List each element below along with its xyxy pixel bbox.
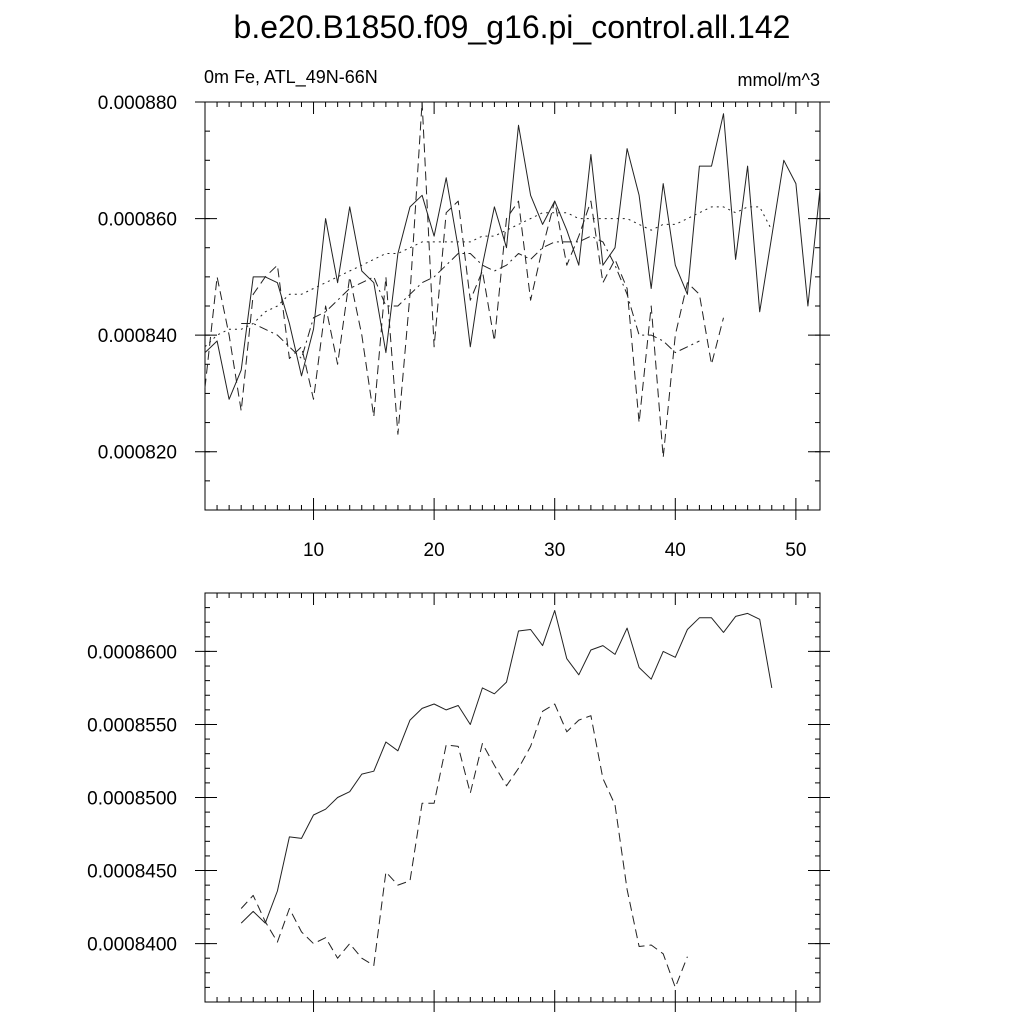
y-tick-label: 0.0008400 <box>87 934 177 956</box>
y-tick-label: 0.0008450 <box>87 861 177 883</box>
plot-panel-1 <box>98 93 830 561</box>
chart-title: b.e20.B1850.f09_g16.pi_control.all.142 <box>233 9 791 45</box>
series-line-dashed <box>205 102 724 458</box>
y-tick-label: 0.0008550 <box>87 715 177 737</box>
x-tick-label: 20 <box>423 540 445 561</box>
series-line-solid <box>241 611 772 924</box>
x-tick-label: 10 <box>302 540 325 561</box>
x-tick-label: 30 <box>544 540 566 561</box>
plot-panel-2 <box>87 593 830 1012</box>
y-tick-label: 0.000860 <box>97 209 177 231</box>
x-tick-label: 40 <box>664 540 686 561</box>
chart-subtitle-left: 0m Fe, ATL_49N-66N <box>204 67 378 87</box>
series-line-dashed <box>241 704 687 987</box>
series-line-solid <box>205 114 820 400</box>
y-tick-label: 0.000820 <box>97 442 177 464</box>
y-tick-label: 0.0008500 <box>87 788 177 810</box>
plots <box>87 93 830 1012</box>
x-tick-label: 50 <box>785 540 807 561</box>
chart-units-label: mmol/m^3 <box>737 70 820 90</box>
y-tick-label: 0.000840 <box>97 326 177 348</box>
y-tick-label: 0.000880 <box>97 93 177 114</box>
y-tick-label: 0.0008600 <box>87 642 177 664</box>
plot-frame <box>205 593 820 1002</box>
